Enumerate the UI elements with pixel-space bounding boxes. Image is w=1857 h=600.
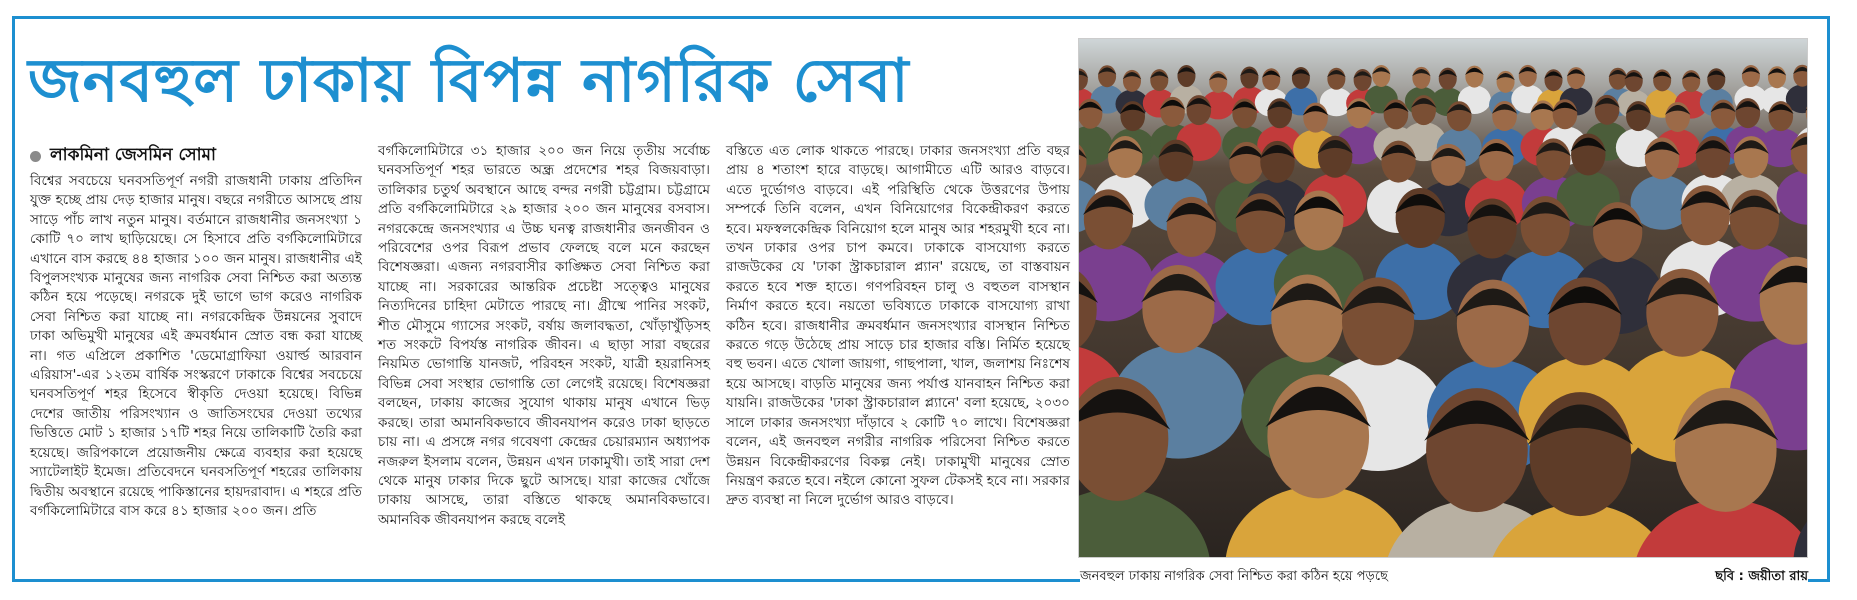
article-column-3	[726, 142, 1070, 511]
crowd-illustration	[1079, 39, 1807, 557]
article-column-2	[378, 142, 710, 530]
photo-caption: জনবহুল ঢাকায় নাগরিক সেবা নিশ্চিত করা কঠিন হয়ে পড়ছে	[1080, 568, 1388, 584]
author-name: লাকমিনা জেসমিন সোমা	[50, 145, 216, 165]
photo-credit: ছবি : জয়ীতা রায়	[1715, 568, 1808, 584]
bullet-icon	[30, 151, 41, 162]
column-2-text: বর্গকিলোমিটারে ৩১ হাজার ২০০ জন নিয়ে তৃতীয় সর্বোচ্চ ঘনবসতিপূর্ণ শহর ভারতে অন্ধ্র প্রদেশের শহর বিজয়বাড়া। তালিকার চতুর্থ অবস্থানে আছে বন্দর নগরী চট্টগ্রাম। চট্টগ্রামে প্রতি বর্গকিলোমিটারে ২৯ হাজার ২০০ জন মানুষের বসবাস। নগরকেন্দ্রে জনসংখ্যার এ উচ্চ ঘনত্ব রাজধানীর জনজীবন ও পরিবেশের ওপর বিরূপ প্রভাব ফেলছে বলে মনে করছেন বিশেষজ্ঞরা। এজন্য নগরবাসীর কাঙ্ক্ষিত সেবা নিশ্চিত করা যাচ্ছে না। সরকারের আন্তরিক প্রচেষ্টা সত্ত্বেও মানুষের নিত্যদিনের চাহিদা মেটাতে পারছে না। গ্রীষ্মে পানির সংকট, শীত মৌসুমে গ্যাসের সংকট, বর্ষায় জলাবদ্ধতা, খোঁড়াখুঁড়িসহ শত সংকটে বিপর্যস্ত নাগরিক জীবন। এ ছাড়া সারা বছরের নিয়মিত ভোগান্তি যানজট, পরিবহন সংকট, যাত্রী হয়রানিসহ বিভিন্ন সেবা সংস্থার ভোগান্তি তো লেগেই রয়েছে। বিশেষজ্ঞরা বলছেন, ঢাকায় কাজের সুযোগ থাকায় মানুষ এখানে ভিড় করছে। তারা অমানবিকভাবে জীবনযাপন করেও ঢাকা ছাড়তে চায় না। এ প্রসঙ্গে নগর গবেষণা কেন্দ্রের চেয়ারম্যান অধ্যাপক নজরুল ইসলাম বলেন, উন্নয়ন এখন ঢাকামুখী। তাই সারা দেশ থেকে মানুষ ঢাকার দিকে ছুটে আসছে। যারা কাজের খোঁজে ঢাকায় আসছে, তারা বস্তিতে থাকছে অমানবিকভাবে। অমানবিক জীবনযাপন করছে বলেই	[378, 143, 710, 528]
column-3-text: বস্তিতে এত লোক থাকতে পারছে। ঢাকার জনসংখ্যা প্রতি বছর প্রায় ৪ শতাংশ হারে বাড়ছে। আগামীতে এটি আরও বাড়বে। এতে দুর্ভোগও বাড়বে। এই পরিস্থিতি থেকে উত্তরণের উপায় সম্পর্কে তিনি বলেন, এখন বিনিয়োগের বিকেন্দ্রীকরণ করতে হবে। মফস্বলকেন্দ্রিক বিনিয়োগ হলে মানুষ আর শহরমুখী হবে না। তখন ঢাকার ওপর চাপ কমবে। ঢাকাকে বাসযোগ্য করতে রাজউকের যে 'ঢাকা স্ট্রাকচারাল প্ল্যান' রয়েছে, তা বাস্তবায়ন করতে হবে শক্ত হাতে। গণপরিবহন চালু ও বহুতল বাসস্থান নির্মাণ করতে হবে। নয়তো ভবিষ্যতে ঢাকাকে বাসযোগ্য রাখা কঠিন হবে। রাজধানীর ক্রমবর্ধমান জনসংখ্যার বাসস্থান নিশ্চিত করতে গড়ে উঠেছে প্রায় সাড়ে চার হাজার বস্তি। নির্মিত হয়েছে বহু ভবন। এতে খোলা জায়গা, গাছপালা, খাল, জলাশয় নিঃশেষ হয়ে আসছে। বাড়তি মানুষের জন্য পর্যাপ্ত যানবাহন নিশ্চিত করা যায়নি। রাজউকের 'ঢাকা স্ট্রাকচারাল প্ল্যানে' বলা হয়েছে, ২০৩০ সালে ঢাকার জনসংখ্যা দাঁড়াবে ২ কোটি ৭০ লাখে। বিশেষজ্ঞরা বলেন, এই জনবহুল নগরীর নাগরিক পরিসেবা নিশ্চিত করতে উন্নয়ন বিকেন্দ্রীকরণের বিকল্প নেই। ঢাকামুখী মানুষের স্রোত নিয়ন্ত্রণ করতে হবে। নইলে কোনো সুফল টেকসই হবে না। সরকার দ্রুত ব্যবস্থা না নিলে দুর্ভোগ আরও বাড়বে।	[726, 143, 1070, 509]
crowd-photo	[1078, 38, 1808, 558]
byline	[30, 142, 216, 170]
column-1-text: বিশ্বের সবচেয়ে ঘনবসতিপূর্ণ নগরী রাজধানী ঢাকায় প্রতিদিন যুক্ত হচ্ছে প্রায় দেড় হাজার মানুষ। বছরে নগরীতে আসছে প্রায় সাড়ে পাঁচ লাখ নতুন মানুষ। বর্তমানে রাজধানীর জনসংখ্যা ১ কোটি ৭০ লাখ ছাড়িয়েছে। সে হিসাবে প্রতি বর্গকিলোমিটারে এখানে বাস করছে ৪৪ হাজার ১০০ জন মানুষ। রাজধানীর এই বিপুলসংখ্যক মানুষের জন্য নাগরিক সেবা নিশ্চিত করা অত্যন্ত কঠিন হয়ে পড়েছে। নগরকে দুই ভাগে ভাগ করেও নাগরিক সেবা নিশ্চিত করা যাচ্ছে না। নগরকেন্দ্রিক উন্নয়নের সুবাদে ঢাকা অভিমুখী মানুষের এই ক্রমবর্ধমান স্রোত বন্ধ করা যাচ্ছে না। গত এপ্রিলে প্রকাশিত 'ডেমোগ্রাফিয়া ওয়ার্ল্ড আরবান এরিয়াস'-এর ১২তম বার্ষিক সংস্করণে ঢাকাকে বিশ্বের সবচেয়ে ঘনবসতিপূর্ণ শহর হিসেবে স্বীকৃতি দেওয়া হয়েছে। বিভিন্ন দেশের জাতীয় পরিসংখ্যান ও জাতিসংঘের দেওয়া তথ্যের ভিত্তিতে মোট ১ হাজার ১৭টি শহর নিয়ে তালিকাটি তৈরি করা হয়েছে। জরিপকালে প্রয়োজনীয় ক্ষেত্রে ব্যবহার করা হয়েছে স্যাটেলাইট ইমেজ। প্রতিবেদনে ঘনবসতিপূর্ণ শহরের তালিকায় দ্বিতীয় অবস্থানে রয়েছে পাকিস্তানের হায়দরাবাদ। এ শহরে প্রতি বর্গকিলোমিটারে বাস করে ৪১ হাজার ২০০ জন। প্রতি	[30, 173, 362, 519]
headline: জনবহুল ঢাকায় বিপন্ন নাগরিক সেবা	[28, 46, 910, 116]
photo-caption-bar	[1080, 566, 1808, 588]
article-column-1	[30, 172, 362, 521]
